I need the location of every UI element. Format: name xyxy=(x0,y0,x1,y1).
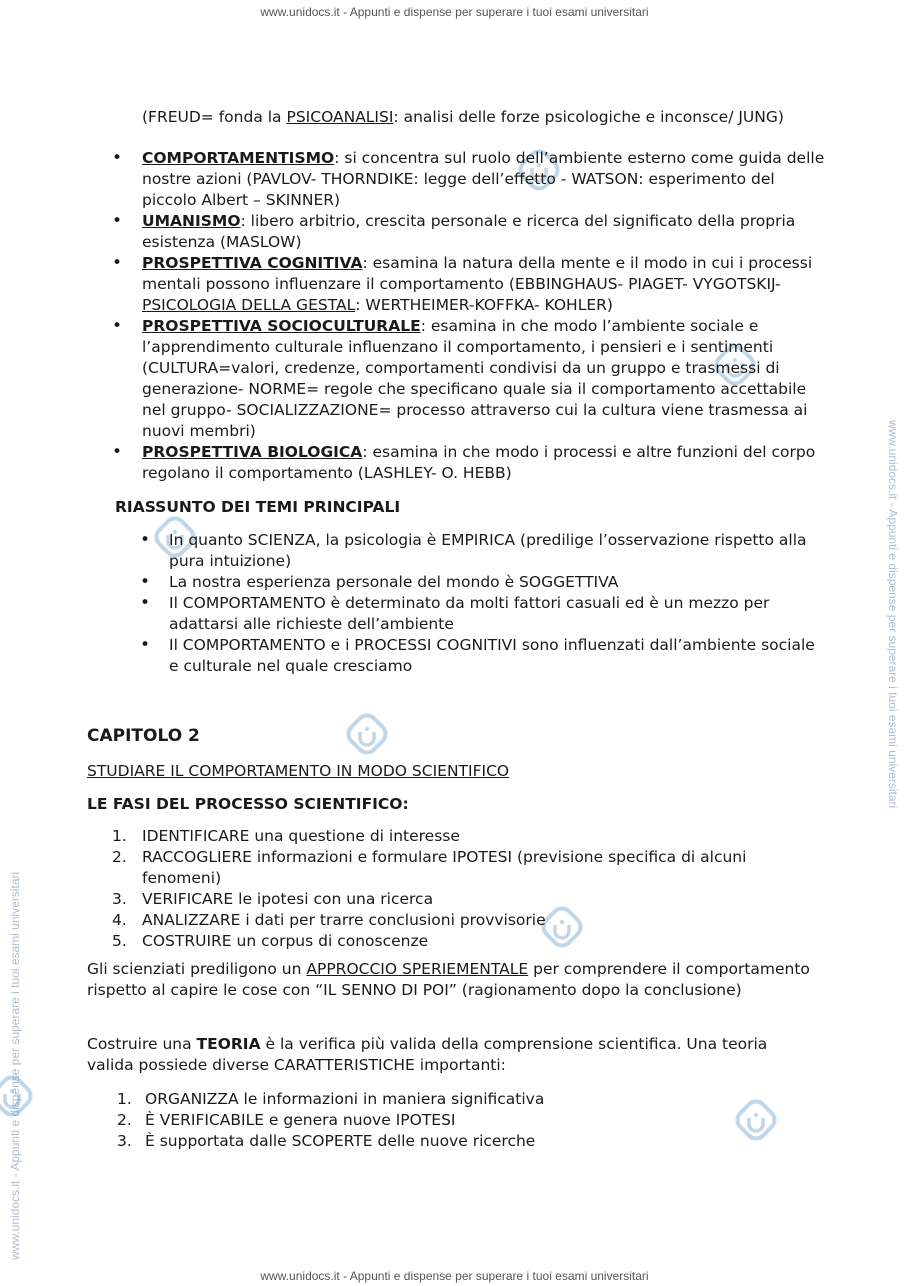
list-item: • Il COMPORTAMENTO e i PROCESSI COGNITIVI sono influenzati dall’ambiente sociale e culturale nel quale cresciamo xyxy=(0,635,829,677)
list-item xyxy=(0,253,832,316)
approach-text: Gli scienziati prediligono un xyxy=(87,960,307,978)
list-item xyxy=(0,889,822,910)
list-text: È supportata dalle SCOPERTE delle nuove ricerche xyxy=(145,1132,536,1150)
perspectives-list xyxy=(0,148,909,484)
perspective-text: : si concentra sul ruolo dell’ambiente esterno come guida delle nostre azioni (PAVLOV- THORNDIKE: legge dell’effetto - WATSON: esperimento del piccolo Albert – SKINNER) xyxy=(142,149,825,209)
list-item: • In quanto SCIENZA, la psicologia è EMPIRICA (predilige l’osservazione rispetto alla pura intuizione) xyxy=(0,530,829,572)
list-item xyxy=(0,316,832,442)
chapter-title: CAPITOLO 2 xyxy=(87,726,200,746)
theory-paragraph xyxy=(87,1034,817,1076)
list-number: 5. xyxy=(112,932,127,950)
list-item xyxy=(0,1089,805,1110)
footer-watermark: www.unidocs.it - Appunti e dispense per superare i tuoi esami universitari xyxy=(260,1269,649,1283)
phases-heading: LE FASI DEL PROCESSO SCIENTIFICO: xyxy=(87,795,409,813)
list-item: • Il COMPORTAMENTO è determinato da molti fattori casuali ed è un mezzo per adattarsi alle richieste dell’ambiente xyxy=(0,593,829,635)
perspective-text: : esamina la natura della mente e il modo in cui i processi mentali possono influenzare il comportamento (EBBINGHAUS- PIAGET- VYGOTSKIJ- xyxy=(142,254,813,293)
list-number: 4. xyxy=(112,911,127,929)
approach-paragraph xyxy=(87,959,817,1001)
list-number: 1. xyxy=(117,1090,132,1108)
header-watermark: www.unidocs.it - Appunti e dispense per superare i tuoi esami universitari xyxy=(260,5,649,19)
approach-text-end: per comprendere il comportamento rispetto al capire le cose con “IL SENNO DI POI” (ragionamento dopo la conclusione) xyxy=(87,960,810,999)
theory-text-end: è la verifica più valida della comprensione scientifica. Una teoria valida possiede diverse CARATTERISTICHE importanti: xyxy=(87,1035,768,1074)
list-item xyxy=(0,826,822,847)
perspective-term: UMANISMO xyxy=(142,212,241,230)
list-item xyxy=(0,211,832,253)
theory-text: Costruire una xyxy=(87,1035,197,1053)
chapter-subtitle: STUDIARE IL COMPORTAMENTO IN MODO SCIENTIFICO xyxy=(87,762,510,780)
list-number: 2. xyxy=(112,848,127,866)
side-watermark-right: www.unidocs.it - Appunti e dispense per superare i tuoi esami universitari xyxy=(886,420,900,809)
list-text: È VERIFICABILE e genera nuove IPOTESI xyxy=(145,1111,456,1129)
perspective-text: : esamina in che modo i processi e altre funzioni del corpo regolano il comportamento (LASHLEY- O. HEBB) xyxy=(142,443,816,482)
perspective-term: PROSPETTIVA BIOLOGICA xyxy=(142,443,363,461)
list-item xyxy=(0,931,822,952)
theory-bold-term: TEORIA xyxy=(196,1035,261,1053)
intro-text: (FREUD= fonda la xyxy=(142,108,287,126)
list-text: RACCOGLIERE informazioni e formulare IPOTESI (previsione specifica di alcuni fenomeni) xyxy=(142,848,747,887)
perspective-term: COMPORTAMENTISMO xyxy=(142,149,335,167)
list-number: 3. xyxy=(117,1132,132,1150)
watermark-logo-icon xyxy=(345,712,389,756)
list-number: 2. xyxy=(117,1111,132,1129)
list-item xyxy=(0,847,822,889)
summary-heading: RIASSUNTO DEI TEMI PRINCIPALI xyxy=(115,498,401,516)
phases-list xyxy=(0,826,822,952)
intro-underlined-term: PSICOANALISI xyxy=(286,108,394,126)
perspective-underlined-term: PSICOLOGIA DELLA GESTAL xyxy=(142,296,356,314)
list-item xyxy=(0,442,832,484)
theory-characteristics-list xyxy=(0,1089,805,1152)
list-text: COSTRUIRE un corpus di conoscenze xyxy=(142,932,429,950)
list-text: ORGANIZZA le informazioni in maniera significativa xyxy=(145,1090,545,1108)
list-number: 1. xyxy=(112,827,127,845)
list-item xyxy=(0,1131,805,1152)
perspective-text-tail: : WERTHEIMER-KOFFKA- KOHLER) xyxy=(355,296,613,314)
list-item xyxy=(0,148,832,211)
list-item xyxy=(0,1110,805,1131)
list-item xyxy=(0,910,822,931)
list-number: 3. xyxy=(112,890,127,908)
perspective-term: PROSPETTIVA SOCIOCULTURALE xyxy=(142,317,421,335)
side-watermark-left: www.unidocs.it - Appunti e dispense per superare i tuoi esami universitari xyxy=(8,871,22,1260)
list-item: • La nostra esperienza personale del mondo è SOGGETTIVA xyxy=(0,572,829,593)
intro-text-end: : analisi delle forze psicologiche e inconsce/ JUNG) xyxy=(393,108,784,126)
perspective-term: PROSPETTIVA COGNITIVA xyxy=(142,254,363,272)
list-text: ANALIZZARE i dati per trarre conclusioni provvisorie xyxy=(142,911,546,929)
summary-list xyxy=(0,530,829,677)
list-text: VERIFICARE le ipotesi con una ricerca xyxy=(142,890,434,908)
intro-paragraph xyxy=(142,107,802,128)
perspective-text: : esamina in che modo l’ambiente sociale e l’apprendimento culturale influenzano il comportamento, i pensieri e i sentimenti (CULTURA=valori, credenze, comportamenti condivisi da un gruppo e trasmessi di generazione- NORME= regole che specificano quale sia il comportamento accettabile nel gruppo- SOCIALIZZAZIONE= processo attraverso cui la cultura viene trasmessa ai nuovi membri) xyxy=(142,317,808,440)
list-text: IDENTIFICARE una questione di interesse xyxy=(142,827,460,845)
approach-underlined-term: APPROCCIO SPERIEMENTALE xyxy=(306,960,529,978)
perspective-text: : libero arbitrio, crescita personale e ricerca del significato della propria esistenza (MASLOW) xyxy=(142,212,796,251)
